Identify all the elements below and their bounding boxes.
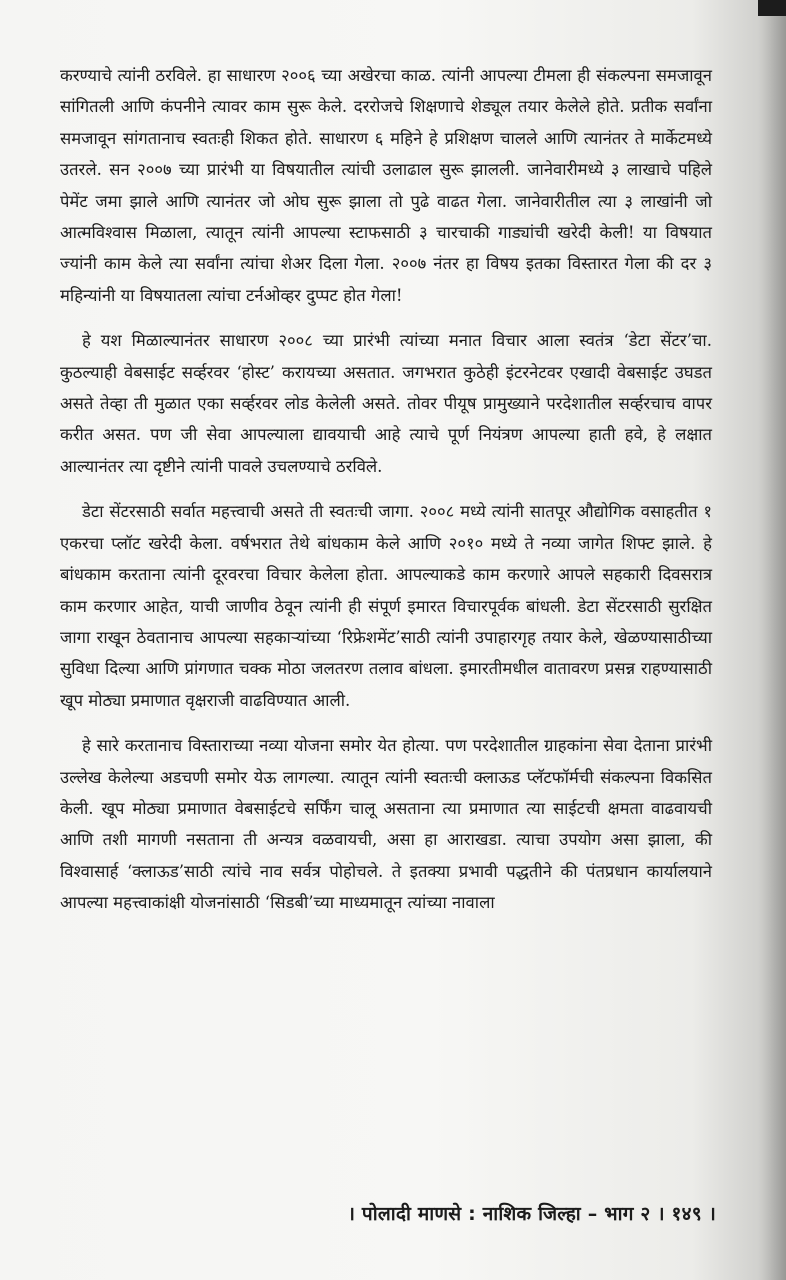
page-edge-shadow	[758, 0, 786, 1280]
paragraph-1: करण्याचे त्यांनी ठरविले. हा साधारण २००६ च्या अखेरचा काळ. त्यांनी आपल्या टीमला ही संकल्पना समजावून सांगितली आणि कंपनीने त्यावर काम सुरू केले. दररोजचे शिक्षणाचे शेड्यूल तयार केलेले होते. प्रतीक सर्वांना समजावून सांगतानाच स्वतःही शिकत होते. साधारण ६ महिने हे प्रशिक्षण चालले आणि त्यानंतर ते मार्केटमध्ये उतरले. सन २००७ च्या प्रारंभी या विषयातील त्यांची उलाढाल सुरू झालली. जानेवारीमध्ये ३ लाखाचे पहिले पेमेंट जमा झाले आणि त्यानंतर जो ओघ सुरू झाला तो पुढे वाढत गेला. जानेवारीतील त्या ३ लाखांनी जो आत्मविश्वास मिळाला, त्यातून त्यांनी आपल्या स्टाफसाठी ३ चारचाकी गाड्यांची खरेदी केली! या विषयात ज्यांनी काम केले त्या सर्वांना त्यांचा शेअर दिला गेला. २००७ नंतर हा विषय इतका विस्तारत गेला की दर ३ महिन्यांनी या विषयातला त्यांचा टर्नओव्हर दुप्पट होत गेला!	[60, 66, 712, 305]
page-footer: । पोलादी माणसे : नाशिक जिल्हा – भाग २ । १४९ ।	[347, 1203, 716, 1225]
paragraph-2: हे यश मिळाल्यानंतर साधारण २००८ च्या प्रारंभी त्यांच्या मनात विचार आला स्वतंत्र ‘डेटा सेंटर’चा. कुठल्याही वेबसाईट सर्व्हरवर ‘होस्ट’ करायच्या असतात. जगभरात कुठेही इंटरनेटवर एखादी वेबसाईट उघडत असते तेव्हा ती मुळात एका सर्व्हरवर लोड केलेली असते. तोवर पीयूष प्रामुख्याने परदेशातील सर्व्हरचाच वापर करीत असत. पण जी सेवा आपल्याला द्यावयाची आहे त्याचे पूर्ण नियंत्रण आपल्या हाती हवे, हे लक्षात आल्यानंतर त्या दृष्टीने त्यांनी पावले उचलण्याचे ठरविले.	[60, 331, 712, 476]
paragraph-3: डेटा सेंटरसाठी सर्वात महत्त्वाची असते ती स्वतःची जागा. २००८ मध्ये त्यांनी सातपूर औद्योगिक वसाहतीत १ एकरचा प्लॉट खरेदी केला. वर्षभरात तेथे बांधकाम केले आणि २०१० मध्ये ते नव्या जागेत शिफ्ट झाले. हे बांधकाम करताना त्यांनी दूरवरचा विचार केलेला होता. आपल्याकडे काम करणारे आपले सहकारी दिवसरात्र काम करणार आहेत, याची जाणीव ठेवून त्यांनी ही संपूर्ण इमारत विचारपूर्वक बांधली. डेटा सेंटरसाठी सुरक्षित जागा राखून ठेवतानाच आपल्या सहकाऱ्यांच्या ‘रिफ्रेशमेंट’साठी त्यांनी उपाहारगृह तयार केले, खेळण्यासाठीच्या सुविधा दिल्या आणि प्रांगणात चक्क मोठा जलतरण तलाव बांधला. इमारतीमधील वातावरण प्रसन्न राहण्यासाठी खूप मोठ्या प्रमाणात वृक्षराजी वाढविण्यात आली.	[60, 502, 712, 710]
body-text	[60, 60, 712, 933]
page-corner-shadow	[758, 0, 786, 16]
paragraph-4: हे सारे करतानाच विस्ताराच्या नव्या योजना समोर येत होत्या. पण परदेशातील ग्राहकांना सेवा देताना प्रारंभी उल्लेख केलेल्या अडचणी समोर येऊ लागल्या. त्यातून त्यांनी स्वतःची क्लाऊड प्लॅटफॉर्मची संकल्पना विकसित केली. खूप मोठ्या प्रमाणात वेबसाईटचे सर्फिंग चालू असताना त्या प्रमाणात त्या साईटची क्षमता वाढवायची आणि तशी मागणी नसताना ती अन्यत्र वळवायची, असा हा आराखडा. त्याचा उपयोग असा झाला, की विश्वासार्ह ‘क्लाऊड’साठी त्यांचे नाव सर्वत्र पोहोचले. ते इतक्या प्रभावी पद्धतीने की पंतप्रधान कार्यालयाने आपल्या महत्त्वाकांक्षी योजनांसाठी ‘सिडबी’च्या माध्यमातून त्यांच्या नावाला	[60, 736, 712, 913]
